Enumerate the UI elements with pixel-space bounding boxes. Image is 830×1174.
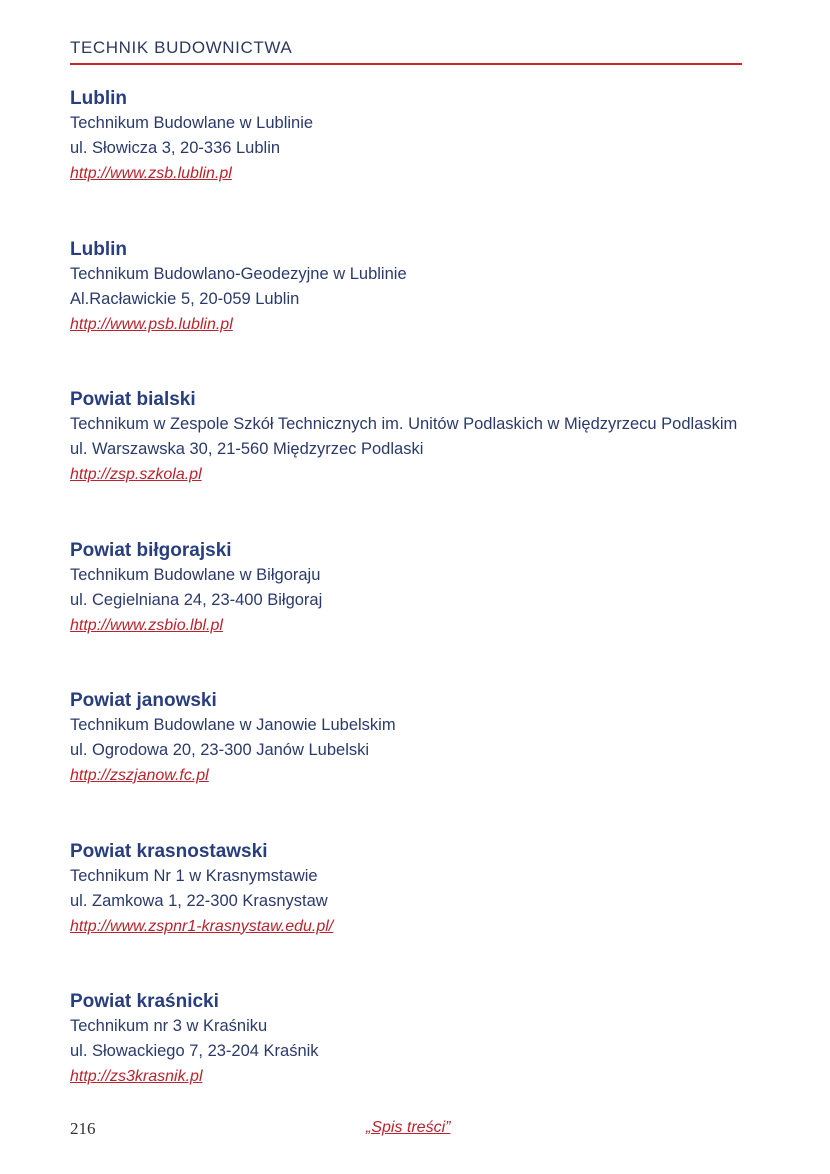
- school-address: ul. Zamkowa 1, 22-300 Krasnystaw: [70, 891, 328, 910]
- school-website-link[interactable]: http://zsp.szkola.pl: [70, 466, 202, 483]
- school-address: ul. Ogrodowa 20, 23-300 Janów Lubelski: [70, 741, 370, 759]
- school-website-link[interactable]: http://zs3krasnik.pl: [70, 1068, 203, 1085]
- school-entry: [70, 86, 770, 237]
- school-entry: [70, 839, 770, 990]
- school-website-link[interactable]: http://www.zsbio.lbl.pl: [70, 616, 223, 634]
- region-heading: Lublin: [70, 88, 127, 109]
- school-entry: [70, 237, 770, 388]
- school-address: Al.Racławickie 5, 20-059 Lublin: [70, 289, 300, 308]
- school-address: ul. Słowicza 3, 20-336 Lublin: [70, 139, 281, 157]
- running-header: TECHNIK BUDOWNICTWA: [70, 38, 293, 57]
- page-number: 216: [70, 1119, 96, 1138]
- school-entry: [70, 387, 770, 538]
- school-name: Technikum Budowlano-Geodezyjne w Lublinie: [70, 264, 407, 283]
- school-entry: [70, 989, 770, 1140]
- region-heading: Powiat janowski: [70, 690, 217, 711]
- school-list: [70, 86, 770, 1140]
- region-heading: Powiat bialski: [70, 389, 196, 410]
- school-website-link[interactable]: http://www.zspnr1-krasnystaw.edu.pl/: [70, 917, 334, 935]
- school-website-link[interactable]: http://www.zsb.lublin.pl: [70, 165, 232, 182]
- region-heading: Lublin: [70, 238, 127, 260]
- table-of-contents-link[interactable]: „Spis treści”: [366, 1119, 451, 1136]
- school-entry: [70, 688, 770, 839]
- school-name: Technikum Budowlane w Biłgoraju: [70, 565, 321, 584]
- school-name: Technikum Budowlane w Janowie Lubelskim: [70, 716, 396, 734]
- header-divider: [70, 63, 742, 65]
- school-address: ul. Warszawska 30, 21-560 Międzyrzec Podlaski: [70, 440, 424, 458]
- school-address: ul. Cegielniana 24, 23-400 Biłgoraj: [70, 590, 323, 609]
- school-entry: [70, 538, 770, 689]
- region-heading: Powiat kraśnicki: [70, 991, 219, 1012]
- school-website-link[interactable]: http://zszjanow.fc.pl: [70, 767, 209, 784]
- school-name: Technikum nr 3 w Kraśniku: [70, 1017, 268, 1035]
- school-name: Technikum Budowlane w Lublinie: [70, 114, 314, 132]
- region-heading: Powiat krasnostawski: [70, 840, 268, 862]
- region-heading: Powiat biłgorajski: [70, 539, 232, 561]
- school-name: Technikum w Zespole Szkół Technicznych im. Unitów Podlaskich w Międzyrzecu Podlaskim: [70, 415, 738, 433]
- school-website-link[interactable]: http://www.psb.lublin.pl: [70, 315, 233, 333]
- school-address: ul. Słowackiego 7, 23-204 Kraśnik: [70, 1042, 319, 1060]
- school-name: Technikum Nr 1 w Krasnymstawie: [70, 866, 318, 885]
